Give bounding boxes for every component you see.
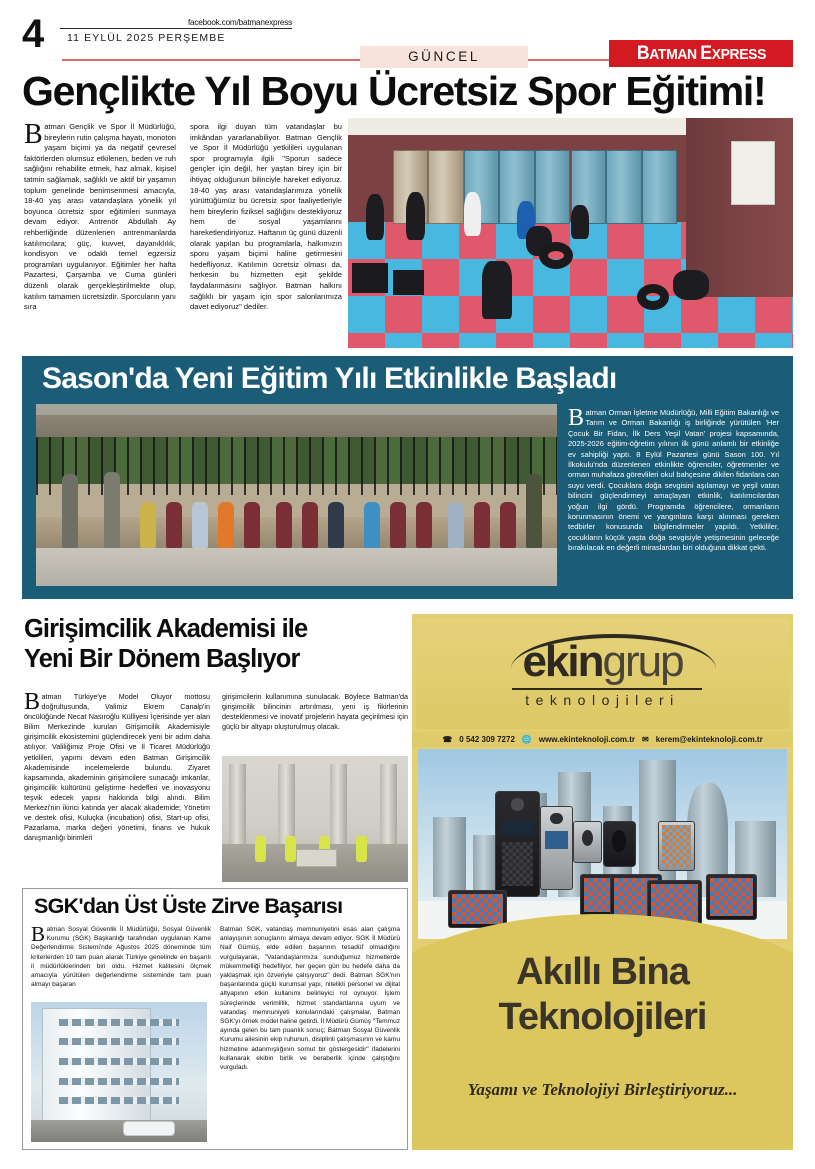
publication-date: 11 EYLÜL 2025 PERŞEMBE [67, 32, 226, 44]
article1-headline: Gençlikte Yıl Boyu Ücretsiz Spor Eğitimi! [22, 68, 766, 114]
masthead [22, 12, 793, 66]
article4-column-2: Batman SGK, vatandaş memnuniyetini esas alan çalışma anlayışının sonuçlarını almaya devam ediyor. SGK İl Müdürü Naif Gümüş, elde edilen başarının tesadüf olmadığını vurgulayarak, "Vatandaşlarımıza sunduğumuz hizmetlerde mükemmelliği hedefliyor, her geçen gün bu hedefe daha da yaklaşmak için özveriyle çalışıyoruz" dedi. Batman SGK'nın başarılarında güçlü kurumsal yapı, nitelikli personel ve dijital altyapının etkin kullanımı belirleyici rol oynuyor. İşlem süreçlerinde verimlilik, hizmet standartlarına uyum ve vatandaş memnuniyeti konularındaki çalışmalar, Batman SGK'yı örnek model haline getirdi. İl Müdürü Gümüş "Temmuz ayında gelen bu tam puanlık sonuç; Batman Sosyal Güvenlik Kurumu ailesinin ekip ruhunun, disiplinli çalışmasının ve kamu hizmetine adanmışlığının somut bir göstergesidir" ifadelerini kullanarak ekibin birlik ve beraberlik içinde çalıştığını vurguladı. [220, 926, 400, 1072]
article3-photo [222, 756, 408, 882]
ad-logo-rule [512, 688, 702, 690]
article4-headline: SGK'dan Üst Üste Zirve Başarısı [34, 894, 343, 918]
article3-headline [24, 614, 409, 674]
article2-photo [36, 404, 557, 586]
social-handle: facebook.com/batmanexpress [60, 18, 292, 29]
envelope-icon: ✉ [642, 735, 649, 744]
ad-slogan-line1: Akıllı Bina [516, 951, 689, 993]
ad-website[interactable]: www.ekinteknoloji.com.tr [538, 735, 636, 744]
ad-phone[interactable]: 0 542 309 7272 [459, 735, 515, 744]
article1-photo [348, 118, 793, 348]
article4-box [22, 888, 408, 1150]
ad-tagline: Yaşamı ve Teknolojiyi Birleştiriyoruz... [467, 1080, 738, 1099]
section-badge [360, 46, 528, 68]
article2-panel [22, 356, 793, 599]
article3-column-1: Batman Türkiye'ye Model Oluyor mottosu doğrultusunda, Valimiz Ekrem Canalp'in öncülüğünde Necat Nasıroğlu Külliyesi İçerisinde yer alan Bilim Merkezinde kurulan Girişimcilik Akademisiyle girişimcilik ekosistemini güçlendirecek yeni bir adım daha atılıyor. Valiliğimiz Proje Ofisi ve İl Ticaret Müdürlüğü yetkilileri, yapımı devam eden Batman Girişimcilik Akademisinde incelemelerde bulundu. Ziyaret kapsamında, akademinin girişimcilere sunacağı imkanlar, girişimcilik kültürünü geliştirme hedefleri ve inovasyonu teşvik edecek yapısı hakkında bilgi alındı. Bilim Merkezi'nin ikinci katında yer alacak akademide; Yönetim ve destek ofisi, Kuluçka (incubation) ofisi, Start-up ofisi, Pazarlama, marka değeri yönetimi, finans ve hukuk danışmanlığı birimleri [24, 689, 210, 843]
school-photo-art [36, 404, 557, 586]
construction-photo-art [222, 756, 408, 882]
phone-icon: ☎ [442, 735, 453, 744]
ad-contact-bar [412, 732, 793, 747]
ad-email[interactable]: kerem@ekinteknoloji.com.tr [655, 735, 763, 744]
article1-body [24, 119, 342, 347]
article1-column-1: Batman Gençlik ve Spor İl Müdürlüğü, bireylerin rutin çalışma hayatı, monoton yaşam biçimi ya da negatif çevresel faktörlerden olumsuz etkilenen, beden ve ruh sağlığını rehabilite etmek, haz almak, kişisel tatmin sağlamak, sağlıklı ve aktif bir yaşamın toplum genelinde benimsenmesi amacıyla, 18-40 yaş arası vatandaşlara yönelik yıl boyunca ücretsiz spor eğitimleri sunmaya devam ediyor. Antrenör Abdullah Ay rehberliğinde düzenlenen antrenmanlarda katılımcılara; güç, kuvvet, dayanıklılık, kondisyon ve odaklı temel egzersiz programları uygulanıyor. Eğitimler her hafta Pazartesi, Çarşamba ve Cuma günleri düzenli olarak gerçekleştirilmekte olup, katılım tamamen ücretsizdir. Sporcuların yanı sıra [24, 119, 176, 312]
ad-logo-light: grup [602, 637, 683, 686]
article4-column-1: Batman Sosyal Güvenlik İl Müdürlüğü, Sosyal Güvenlik Kurumu (SGK) Başkanlığı tarafından uygulanan Kame Değerlendirme Sistemi'nde Ağustos 2025 döneminde tüm kriterlerden 10 tam puan alarak Türkiye genelinde en başarılı il müdürlüklerinden biri oldu. Hizmet kalitesini ölçmek amacıyla yürütülen değerlendirme sisteminde tam puan almayı başaran [31, 922, 211, 989]
masthead-rule [62, 59, 652, 61]
logo-text: BATMAN EXPRESS [636, 42, 766, 64]
article1-column-2: spora ilgi duyan tüm vatandaşlar bu imkândan yararlanabiliyor. Batman Gençlik ve Spor İl Müdürlüğü yetkilileri uygulanan spor programıyla ilgili "Sporun sadece gençler için değil, her yaştan birey için bir ihtiyaç olduğunun bilinciyle hareket ediyoruz. 18-40 yaş arası vatandaşlarımıza yönelik yürüttüğümüz bu ücretsiz spor faaliyetleriyle hem bireylerin fiziksel sağlığını destekliyoruz hem de sosyal yaşamlarını hareketlendiriyoruz. Haftanın üç günü düzenli olarak yapılan bu programlarla, halkımızın sporu yaşam biçimi haline getirmesini hedefliyoruz. Katılımın ücretsiz olması da, herkesin bu hizmetten eşit şekilde faydalanmasını sağlıyor. Batman halkını sağlıklı bir yaşam için spor salonlarımıza davet ediyoruz" dediler. [190, 122, 342, 312]
ad-logo-bold: ekin [522, 637, 603, 686]
page-number: 4 [22, 12, 45, 56]
gym-photo-art [348, 118, 793, 348]
ad-logo-box [416, 618, 789, 729]
globe-icon: 🌐 [521, 735, 532, 744]
article3-column-2: girişimcilerin kullanımına sunulacak. Böylece Batman'da girişimcilik bilincinin artırılması, yeni iş fikirlerinin desteklenmesi ve inovatif projelerin hayata geçirilmesi için güçlü bir altyapı oluşturulmuş olacak. [222, 692, 408, 732]
article3-headline-line2: Yeni Bir Dönem Başlıyor [24, 645, 300, 674]
ad-logo [416, 637, 789, 686]
ad-photo [418, 749, 787, 939]
article4-photo [31, 1002, 207, 1142]
sgk-building-photo-art [31, 1002, 207, 1142]
ad-logo-subtitle: teknolojileri [525, 692, 680, 708]
smart-building-devices-art [418, 749, 787, 939]
article3-headline-line1: Girişimcilik Akademisi ile [24, 615, 308, 643]
article2-body: Batman Orman İşletme Müdürlüğü, Milli Eğitim Bakanlığı ve Tarım ve Orman Bakanlığı iş birliğinde yürütülen 'Her Çocuk Bir Fidan, İlk Ders Yeşil Vatan' projesi kapsamında, 2025-2026 eğitim-öğretim yılının ilk günü anlamlı bir etkinliğe ev sahipliği yaptı. 8 Eylül Pazartesi günü Sason 100. Yıl İlkokulu'nda düzenlenen etkinlikte öğrenciler, öğretmenler ve orman muhafaza görevlileri okul bahçesine dikilen fidanlara can suyu verdi. Çocuklara doğa sevgisini aşılamayı ve yeşil vatan bilincini güçlendirmeyi amaçlayan etkinlik, katılımcılardan yoğun ilgi gördü. Programda öğrencilere, ormanların korunmasının önemi ve yangınlara karşı alınması gereken tedbirler konusunda bilgilendirmeler yapıldı. Yetkililer, çocukların küçük yaşta doğa sevgisiyle yetişmesinin geleceğe bırakılacak en değerli miraslardan biri olduğuna dikkat çekti. [568, 405, 779, 553]
ad-slogan-line2: Teknolojileri [498, 995, 707, 1038]
newspaper-logo [609, 40, 793, 67]
section-label: GÜNCEL [408, 49, 480, 64]
article2-headline: Sason'da Yeni Eğitim Yılı Etkinlikle Başladı [42, 362, 617, 395]
ad-slogan [412, 950, 793, 1040]
advertisement[interactable] [412, 614, 793, 1150]
